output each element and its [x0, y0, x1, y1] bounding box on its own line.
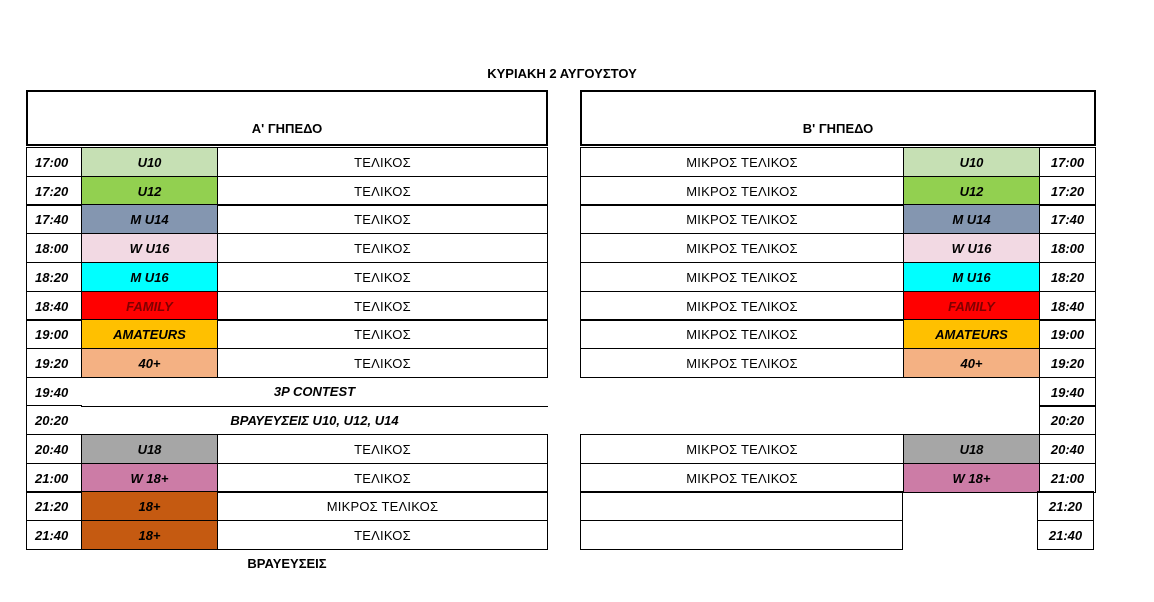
category-cell: W 18+ [903, 463, 1040, 493]
time-cell: 17:20 [1039, 176, 1096, 206]
category-cell: 40+ [81, 348, 218, 378]
category-cell: AMATEURS [81, 319, 218, 349]
time-cell: 21:00 [1039, 463, 1096, 493]
court-a-row [26, 177, 548, 206]
game-cell: ΤΕΛΙΚΟΣ [217, 520, 548, 550]
court-b-row [580, 148, 1096, 177]
court-a-row [26, 492, 548, 521]
event-label: ΒΡΑΥΕΥΣΕΙΣ U10, U12, U14 [230, 412, 399, 428]
game-cell: ΤΕΛΙΚΟΣ [217, 262, 548, 292]
game-cell: ΜΙΚΡΟΣ ΤΕΛΙΚΟΣ [580, 291, 904, 321]
time-cell: 21:20 [26, 491, 82, 521]
time-cell: 18:40 [1039, 291, 1096, 321]
category-cell: FAMILY [903, 291, 1040, 321]
time-cell: 17:40 [26, 204, 82, 234]
court-a-header: Α' ΓΗΠΕΔΟ [26, 90, 548, 146]
time-cell: 19:40 [26, 377, 82, 407]
game-cell: ΜΙΚΡΟΣ ΤΕΛΙΚΟΣ [580, 348, 904, 378]
game-cell: ΤΕΛΙΚΟΣ [217, 463, 548, 493]
game-cell: ΜΙΚΡΟΣ ΤΕΛΙΚΟΣ [580, 204, 904, 234]
empty-cell [580, 405, 1040, 435]
category-cell: W U16 [903, 233, 1040, 263]
time-cell: 17:40 [1039, 204, 1096, 234]
game-cell: ΤΕΛΙΚΟΣ [217, 176, 548, 206]
court-b-row [580, 263, 1096, 292]
game-cell: ΜΙΚΡΟΣ ΤΕΛΙΚΟΣ [580, 176, 904, 206]
time-cell: 18:20 [26, 262, 82, 292]
category-cell: 40+ [903, 348, 1040, 378]
time-cell: 20:40 [1039, 434, 1096, 464]
court-b-row [580, 406, 1096, 435]
time-cell: 21:40 [26, 520, 82, 550]
time-cell: 20:20 [26, 405, 82, 435]
game-cell: ΜΙΚΡΟΣ ΤΕΛΙΚΟΣ [580, 233, 904, 263]
category-cell: M U14 [903, 204, 1040, 234]
category-cell: M U16 [903, 262, 1040, 292]
game-cell: ΤΕΛΙΚΟΣ [217, 204, 548, 234]
time-cell: 21:40 [1037, 520, 1094, 550]
time-cell: 18:00 [26, 233, 82, 263]
time-cell: 18:00 [1039, 233, 1096, 263]
court-b-row [580, 349, 1096, 378]
court-b-row [580, 177, 1096, 206]
time-cell: 19:20 [1039, 348, 1096, 378]
court-b-header: Β' ΓΗΠΕΔΟ [580, 90, 1096, 146]
empty-cell [902, 520, 1038, 550]
time-cell: 19:00 [26, 319, 82, 349]
court-a-row [26, 148, 548, 177]
court-b-row [580, 234, 1096, 263]
category-cell: W 18+ [81, 463, 218, 493]
category-cell: U10 [903, 147, 1040, 177]
time-cell: 19:20 [26, 348, 82, 378]
category-cell: M U14 [81, 204, 218, 234]
category-cell: AMATEURS [903, 319, 1040, 349]
game-cell: ΜΙΚΡΟΣ ΤΕΛΙΚΟΣ [580, 147, 904, 177]
category-cell: U12 [81, 176, 218, 206]
game-cell: ΤΕΛΙΚΟΣ [217, 348, 548, 378]
court-a-row [26, 234, 548, 263]
time-cell: 17:00 [1039, 147, 1096, 177]
court-b-row [580, 521, 1096, 550]
court-b-row [580, 205, 1096, 234]
category-cell: M U16 [81, 262, 218, 292]
time-cell: 19:40 [1039, 377, 1096, 407]
game-cell: ΤΕΛΙΚΟΣ [217, 319, 548, 349]
game-cell: ΤΕΛΙΚΟΣ [217, 147, 548, 177]
game-cell: ΜΙΚΡΟΣ ΤΕΛΙΚΟΣ [580, 319, 904, 349]
category-cell: FAMILY [81, 291, 218, 321]
time-cell: 17:00 [26, 147, 82, 177]
category-cell: U12 [903, 176, 1040, 206]
empty-game-cell [580, 491, 903, 521]
footer-awards: ΒΡΑΥΕΥΣΕΙΣ [247, 556, 327, 571]
time-cell: 18:40 [26, 291, 82, 321]
game-cell: ΤΕΛΙΚΟΣ [217, 434, 548, 464]
court-b-row [580, 435, 1096, 464]
court-b-row [580, 320, 1096, 349]
category-cell: U18 [81, 434, 218, 464]
court-b-row [580, 378, 1096, 407]
category-cell: U10 [81, 147, 218, 177]
event-label: 3P CONTEST [81, 377, 548, 407]
court-a-row [26, 320, 548, 349]
game-cell: ΤΕΛΙΚΟΣ [217, 291, 548, 321]
court-b-row [580, 464, 1096, 493]
time-cell: 17:20 [26, 176, 82, 206]
court-a-row [26, 464, 548, 493]
category-cell: 18+ [81, 520, 218, 550]
game-cell: ΜΙΚΡΟΣ ΤΕΛΙΚΟΣ [217, 491, 548, 521]
time-cell: 20:40 [26, 434, 82, 464]
court-b-row [580, 492, 1096, 521]
court-a-row [26, 205, 548, 234]
game-cell: ΤΕΛΙΚΟΣ [217, 233, 548, 263]
game-cell: ΜΙΚΡΟΣ ΤΕΛΙΚΟΣ [580, 434, 904, 464]
court-a-row [26, 292, 548, 321]
time-cell: 19:00 [1039, 319, 1096, 349]
empty-game-cell [580, 520, 903, 550]
empty-cell [902, 491, 1038, 521]
time-cell: 21:20 [1037, 491, 1094, 521]
court-a-row [26, 406, 548, 435]
time-cell: 21:00 [26, 463, 82, 493]
category-cell: W U16 [81, 233, 218, 263]
court-a-row [26, 435, 548, 464]
game-cell: ΜΙΚΡΟΣ ΤΕΛΙΚΟΣ [580, 262, 904, 292]
category-cell: U18 [903, 434, 1040, 464]
court-a-row [26, 521, 548, 550]
empty-cell [580, 377, 1040, 407]
time-cell: 18:20 [1039, 262, 1096, 292]
category-cell: 18+ [81, 491, 218, 521]
time-cell: 20:20 [1039, 405, 1096, 435]
page-title: ΚΥΡΙΑΚΗ 2 ΑΥΓΟΥΣΤΟΥ [487, 66, 637, 81]
court-b-row [580, 292, 1096, 321]
game-cell: ΜΙΚΡΟΣ ΤΕΛΙΚΟΣ [580, 463, 904, 493]
court-a-row [26, 378, 548, 407]
court-a-row [26, 349, 548, 378]
court-a-row [26, 263, 548, 292]
